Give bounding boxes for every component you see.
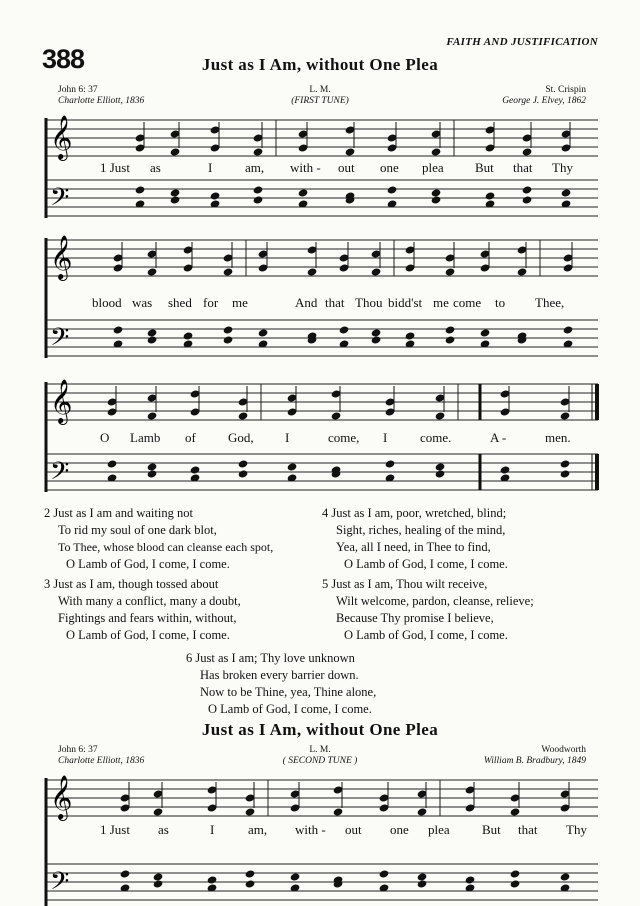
note-head [435,462,446,471]
bass-clef-icon: 𝄢 [50,457,70,492]
treble-clef-icon: 𝄞 [50,115,73,159]
note-head [290,872,301,881]
verse-2: 2 Just as I am and waiting not To rid my soul of one dark blot, To Thee, whose blood can cleanse each spot, O Lamb of God, I come, I come. [44,506,274,571]
hymn1-tune-name: St. Crispin [545,85,586,95]
treble-clef-icon: 𝄞 [50,379,73,423]
note-head [371,267,382,276]
note-head [245,869,256,878]
staff-lines [46,240,598,276]
verse-3: 3 Just as I am, though tossed about With many a conflict, many a doubt, Fightings and fears within, without, O Lamb of God, I come, I come. [44,577,241,642]
note-head [253,185,264,194]
system3-lyrics: O Lamb of God, I come, I come. A - men. [100,430,571,445]
note-head [522,185,533,194]
note-head [223,267,234,276]
system2-lyrics: blood was shed for me And that Thou bidd'st me come to Thee, [92,295,565,310]
note-head [153,872,164,881]
note-head [238,469,249,478]
note-head [120,869,131,878]
note-head [170,188,181,197]
note-head [445,267,456,276]
note-head [345,147,356,156]
note-head [445,325,456,334]
note-head [445,335,456,344]
note-head [385,459,396,468]
note-head [183,331,194,340]
note-head [379,869,390,878]
note-head [331,411,342,420]
hymn1-tune-label: (FIRST TUNE) [291,96,349,106]
note-head [431,188,442,197]
note-head [147,462,158,471]
note-head [371,335,382,344]
note-head [253,147,264,156]
note-head [253,195,264,204]
hymn2-tune-label: ( SECOND TUNE ) [282,756,358,766]
note-head [223,335,234,344]
note-head [238,459,249,468]
verse-5: 5 Just as I am, Thou wilt receive, Wilt welcome, pardon, cleanse, relieve; Because Thy promise I believe, O Lamb of God, I come, I come. [322,577,534,642]
treble-clef-icon: 𝄞 [50,775,73,819]
note-head [147,328,158,337]
bass-clef-icon: 𝄢 [50,323,70,358]
note-head [170,147,181,156]
note-head [563,325,574,334]
note-head [153,807,164,816]
note-head [465,875,476,884]
hymn2-system1-lyrics: 1 Just as I am, with - out one plea But that Thy [100,822,587,837]
note-head [135,185,146,194]
note-head [170,195,181,204]
hymn-number: 388 [42,44,85,74]
hymn2-author: Charlotte Elliott, 1836 [58,756,145,766]
hymn1-composer: George J. Elvey, 1862 [502,96,586,106]
treble-clef-icon: 𝄞 [50,235,73,279]
note-head [258,328,269,337]
note-head [153,879,164,888]
note-head [561,188,572,197]
note-head [210,191,221,200]
note-head [298,188,309,197]
hymn2-composer: William B. Bradbury, 1849 [483,756,586,766]
bass-clef-icon: 𝄢 [50,867,70,902]
bass-staff [46,180,598,216]
hymn1-meter: L. M. [309,85,331,95]
note-head [431,147,442,156]
treble-staff [46,120,598,156]
system1-lyrics: 1 Just as I am, with - out one plea But that Thy [100,160,573,175]
hymn2-title: Just as I Am, without One Plea [201,720,439,739]
note-head [190,465,201,474]
note-head [417,872,428,881]
hymn2-tune-name: Woodworth [541,745,586,755]
note-head [339,325,350,334]
note-head [333,807,344,816]
note-head [480,328,491,337]
note-head [147,411,158,420]
note-head [405,331,416,340]
hymn1-author: Charlotte Elliott, 1836 [58,96,145,106]
verse-6: 6 Just as I am; Thy love unknown Has broken every barrier down. Now to be Thine, yea, Thine alone, O Lamb of God, I come, I come. [186,651,377,716]
staff-lines [46,454,598,490]
note-head [307,267,318,276]
note-head [147,267,158,276]
hymn2-scripture: John 6: 37 [58,745,98,755]
note-head [435,411,446,420]
note-head [510,869,521,878]
note-head [245,807,256,816]
staff-lines [46,320,598,356]
note-head [560,872,571,881]
note-head [560,469,571,478]
note-head [147,469,158,478]
note-head [560,411,571,420]
note-head [431,195,442,204]
note-head [510,807,521,816]
note-head [371,328,382,337]
note-head [287,462,298,471]
note-head [387,185,398,194]
note-head [517,267,528,276]
note-head [435,469,446,478]
section-heading: FAITH AND JUSTIFICATION [446,36,598,48]
note-head [417,807,428,816]
note-head [245,879,256,888]
note-head [107,459,118,468]
note-head [238,411,249,420]
note-head [113,325,124,334]
hymn2-meter: L. M. [309,745,331,755]
note-head [560,459,571,468]
staff-lines [46,384,598,420]
hymn1-title: Just as I Am, without One Plea [201,55,439,74]
note-head [223,325,234,334]
bass-clef-icon: 𝄢 [50,183,70,218]
hymn1-scripture: John 6: 37 [58,85,98,95]
note-head [147,335,158,344]
note-head [207,875,218,884]
verse-4: 4 Just as I am, poor, wretched, blind; Sight, riches, healing of the mind, Yea, all I need, in Thee to find, O Lamb of God, I come, I come. [322,506,508,571]
note-head [500,465,511,474]
note-head [417,879,428,888]
note-head [522,195,533,204]
note-head [510,879,521,888]
note-head [485,191,496,200]
note-head [522,147,533,156]
